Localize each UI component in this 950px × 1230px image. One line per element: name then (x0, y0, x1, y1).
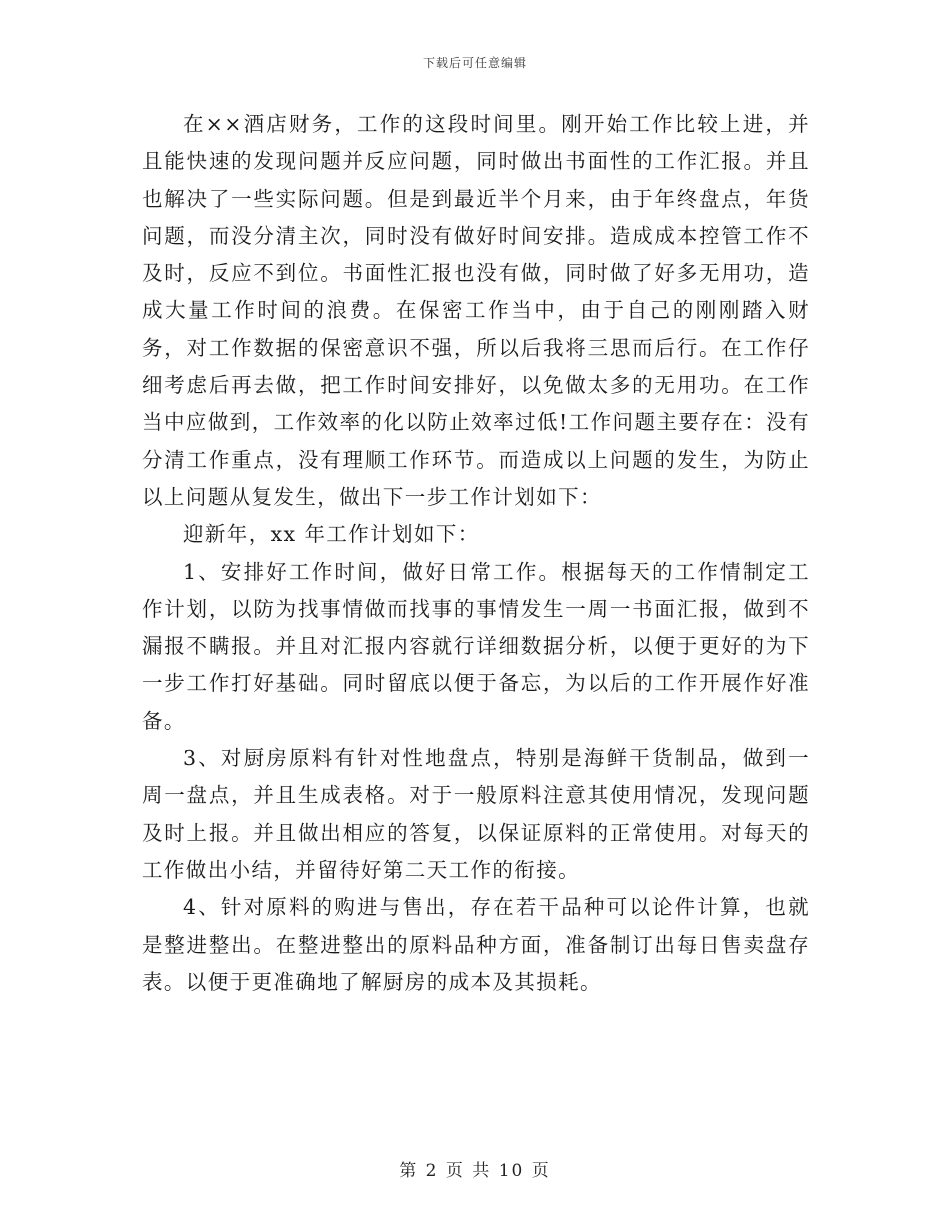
page-header: 下载后可任意编辑 (422, 56, 527, 70)
paragraph-item-1: 1、安排好工作时间，做好日常工作。根据每天的工作情制定工作计划，以防为找事情做而找事的事情发生一周一书面汇报，做到不漏报不瞒报。并且对汇报内容就行详细数据分析，以便于更好的为下一步工作打好基础。同时留底以便于备忘，为以后的工作开展作好准备。 (142, 559, 810, 733)
paragraph-item-3: 3、对厨房原料有针对性地盘点，特别是海鲜干货制品，做到一周一盘点，并且生成表格。对于一般原料注意其使用情况，发现问题及时上报。并且做出相应的答复，以保证原料的正常使用。对每天的工作做出小结，并留待好第二天工作的衔接。 (142, 746, 810, 882)
paragraph-plan-heading: 迎新年，xx 年工作计划如下： (183, 522, 480, 547)
document-body (142, 106, 810, 1001)
page-number-footer: 第 2 页 共 10 页 (399, 1161, 551, 1181)
paragraph-item-4: 4、针对原料的购进与售出，存在若干品种可以论件计算，也就是整进整出。在整进整出的原料品种方面，准备制订出每日售卖盘存表。以便于更准确地了解厨房的成本及其损耗。 (142, 895, 810, 994)
paragraph-intro: 在××酒店财务，工作的这段时间里。刚开始工作比较上进，并且能快速的发现问题并反应问题，同时做出书面性的工作汇报。并且也解决了一些实际问题。但是到最近半个月来，由于年终盘点，年货问题，而没分清主次，同时没有做好时间安排。造成成本控管工作不及时，反应不到位。书面性汇报也没有做，同时做了好多无用功，造成大量工作时间的浪费。在保密工作当中，由于自己的刚刚踏入财务，对工作数据的保密意识不强，所以后我将三思而后行。在工作仔细考虑后再去做，把工作时间安排好，以免做太多的无用功。在工作当中应做到，工作效率的化以防止效率过低!工作问题主要存在：没有分清工作重点，没有理顺工作环节。而造成以上问题的发生，为防止以上问题从复发生，做出下一步工作计划如下： (142, 112, 810, 509)
